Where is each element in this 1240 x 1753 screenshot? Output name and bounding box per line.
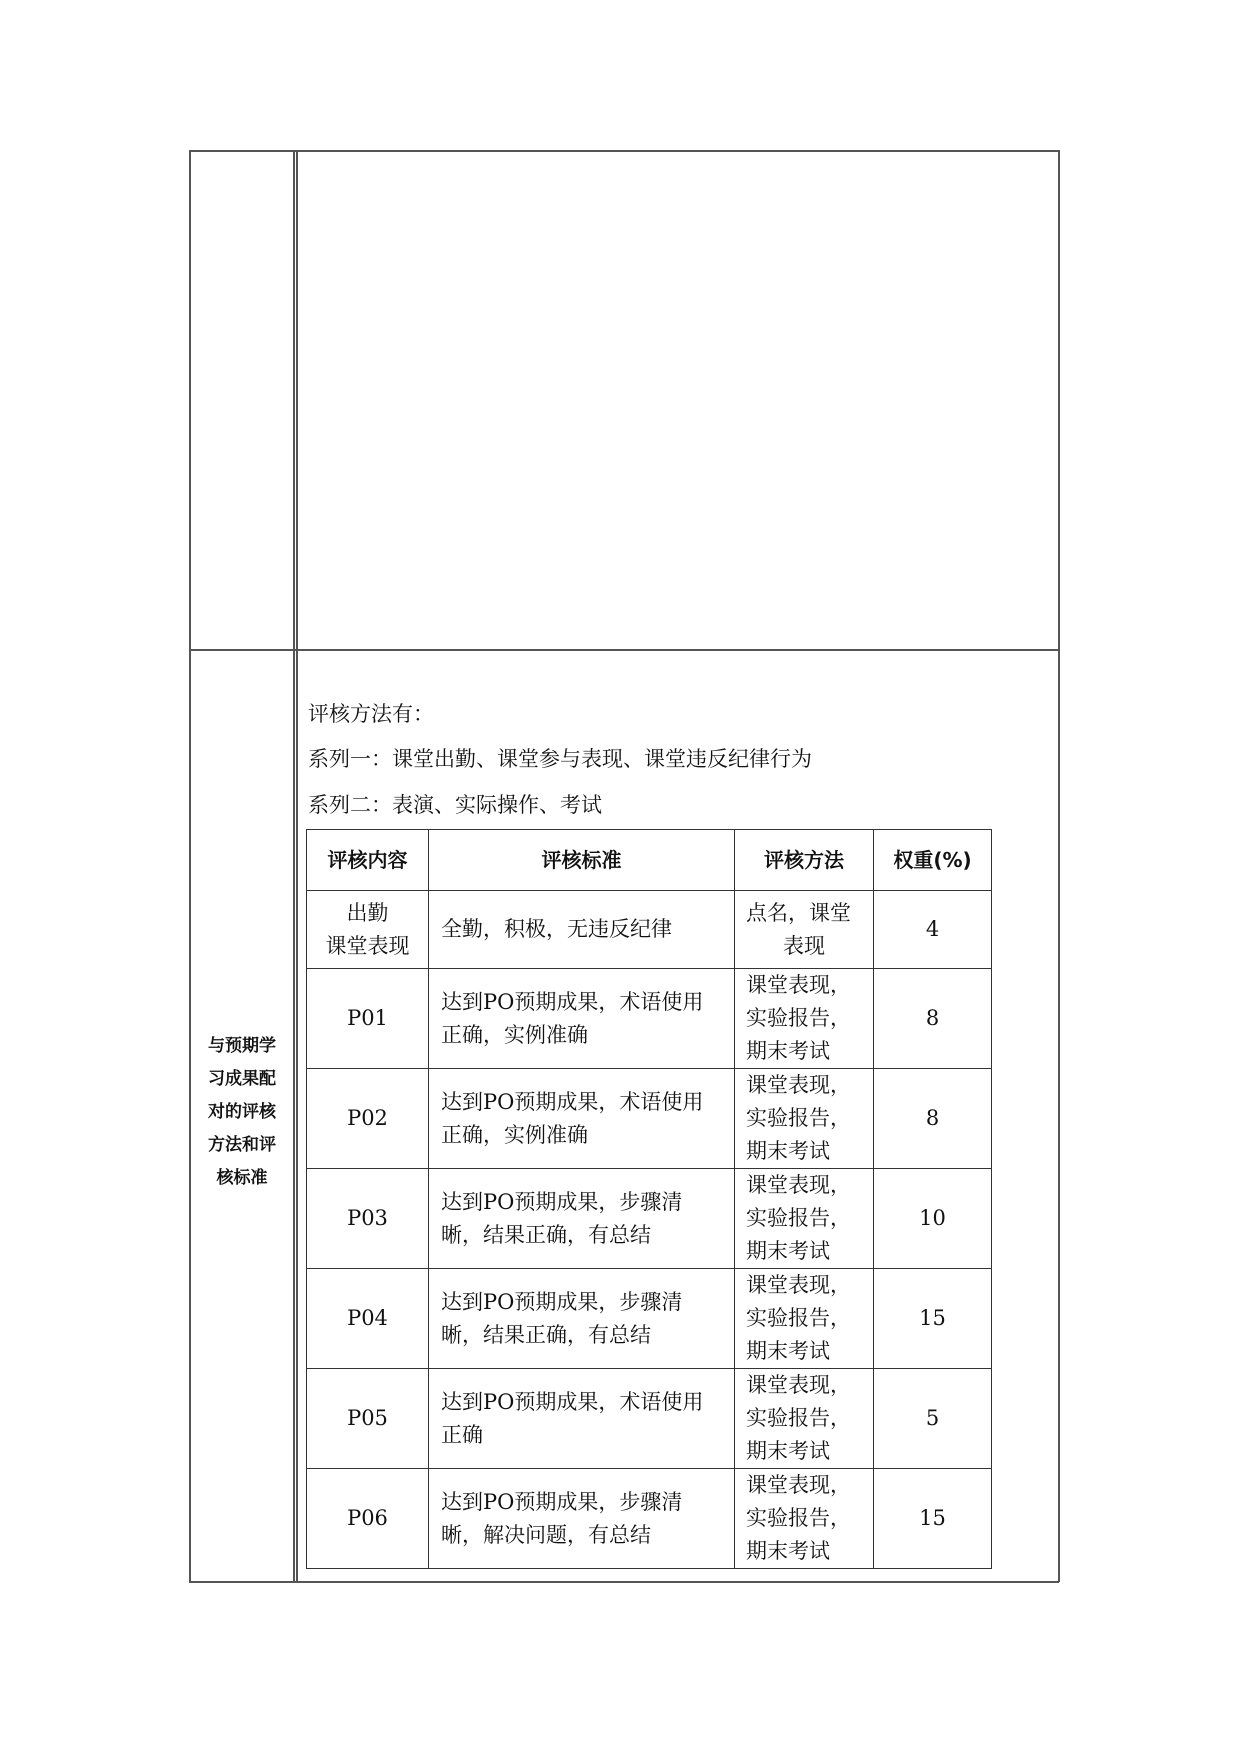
cell-line: 实验报告， (746, 1406, 851, 1430)
cell-line: 达到PO预期成果，步骤清 (441, 1189, 683, 1214)
cell-line: 期末考试 (746, 1539, 830, 1563)
cell-line: 课堂表现 (325, 933, 410, 958)
section-label-line: 核标准 (216, 1168, 268, 1188)
cell-line: P02 (347, 1106, 388, 1130)
cell-content (307, 891, 429, 969)
outer-frame-top (189, 150, 1059, 152)
cell-standard (429, 1469, 735, 1569)
cell-line: P01 (347, 1006, 388, 1030)
cell-line: 点名，课堂 (746, 900, 851, 925)
cell-line: 期末考试 (746, 1439, 830, 1463)
cell-content (307, 1369, 429, 1469)
cell-line: 表现 (783, 933, 825, 958)
cell-method (735, 1169, 874, 1269)
table-header-row (307, 830, 992, 891)
cell-standard (429, 1369, 735, 1469)
cell-line: 课堂表现， (746, 1473, 851, 1497)
cell-standard (429, 969, 735, 1069)
table-row (307, 1069, 992, 1169)
cell-standard (429, 1169, 735, 1269)
cell-line: 实验报告， (746, 1206, 851, 1230)
cell-content (307, 1169, 429, 1269)
cell-standard (429, 1069, 735, 1169)
cell-method (735, 1269, 874, 1369)
section-label-line: 习成果配 (208, 1069, 276, 1089)
cell-line: 实验报告， (746, 1506, 851, 1530)
cell-content (307, 1269, 429, 1369)
cell-weight: 8 (874, 1069, 992, 1169)
cell-line: 课堂表现， (746, 1273, 851, 1297)
row-divider (189, 649, 1059, 651)
cell-line: 期末考试 (746, 1139, 830, 1163)
cell-line: 达到PO预期成果，术语使用 (441, 989, 704, 1014)
section-label-line: 对的评核 (208, 1102, 276, 1122)
table-row (307, 1169, 992, 1269)
section-label (190, 1030, 294, 1195)
cell-line: 期末考试 (746, 1039, 830, 1063)
table-row (307, 1469, 992, 1569)
section-label-line: 与预期学 (208, 1036, 276, 1056)
column-divider-b (296, 150, 298, 1582)
cell-line: 达到PO预期成果，步骤清 (441, 1289, 683, 1314)
cell-line: P04 (347, 1306, 388, 1330)
cell-method (735, 1369, 874, 1469)
section-label-line: 方法和评 (208, 1135, 276, 1155)
cell-line: 晰，解决问题，有总结 (441, 1522, 651, 1547)
cell-line: 实验报告， (746, 1306, 851, 1330)
cell-line: 期末考试 (746, 1239, 830, 1263)
table-row (307, 1369, 992, 1469)
assessment-table (306, 829, 992, 1569)
cell-line: 晰，结果正确，有总结 (441, 1222, 651, 1247)
outer-frame-right (1058, 150, 1060, 1582)
cell-line: P05 (347, 1406, 388, 1430)
cell-line: P06 (347, 1506, 388, 1530)
cell-line: P03 (347, 1206, 388, 1230)
cell-line: 晰，结果正确，有总结 (441, 1322, 651, 1347)
outer-frame-left (189, 150, 191, 1582)
cell-method (735, 969, 874, 1069)
cell-line: 正确，实例准确 (441, 1122, 588, 1147)
intro-series-two: 系列二：表演、实际操作、考试 (308, 793, 602, 817)
table-row (307, 1269, 992, 1369)
cell-line: 实验报告， (746, 1006, 851, 1030)
cell-method (735, 1069, 874, 1169)
cell-content (307, 1469, 429, 1569)
header-standard: 评核标准 (429, 830, 735, 891)
cell-standard (429, 1269, 735, 1369)
cell-line: 出勤 (346, 900, 389, 925)
table-row (307, 969, 992, 1069)
cell-line: 实验报告， (746, 1106, 851, 1130)
cell-line: 达到PO预期成果，术语使用 (441, 1389, 704, 1414)
cell-weight: 15 (874, 1469, 992, 1569)
cell-content (307, 1069, 429, 1169)
cell-weight: 8 (874, 969, 992, 1069)
cell-standard (429, 891, 735, 969)
cell-weight: 10 (874, 1169, 992, 1269)
cell-line: 正确，实例准确 (441, 1022, 588, 1047)
cell-line: 期末考试 (746, 1339, 830, 1363)
cell-line: 课堂表现， (746, 1173, 851, 1197)
cell-weight: 4 (874, 891, 992, 969)
cell-line: 课堂表现， (746, 1373, 851, 1397)
cell-line: 达到PO预期成果，步骤清 (441, 1489, 683, 1514)
intro-heading: 评核方法有： (308, 702, 434, 726)
cell-line: 正确 (441, 1422, 483, 1447)
table-row (307, 891, 992, 969)
intro-series-one: 系列一：课堂出勤、课堂参与表现、课堂违反纪律行为 (308, 747, 812, 771)
cell-content (307, 969, 429, 1069)
cell-line: 全勤，积极，无违反纪律 (441, 917, 672, 941)
column-divider-a (293, 150, 295, 1582)
header-content: 评核内容 (307, 830, 429, 891)
cell-method (735, 891, 874, 969)
header-method: 评核方法 (735, 830, 874, 891)
cell-method (735, 1469, 874, 1569)
header-weight: 权重(%) (874, 830, 992, 891)
outer-frame-bottom (189, 1581, 1059, 1583)
cell-weight: 15 (874, 1269, 992, 1369)
cell-line: 达到PO预期成果，术语使用 (441, 1089, 704, 1114)
cell-line: 课堂表现， (746, 973, 851, 997)
cell-line: 课堂表现， (746, 1073, 851, 1097)
cell-weight: 5 (874, 1369, 992, 1469)
